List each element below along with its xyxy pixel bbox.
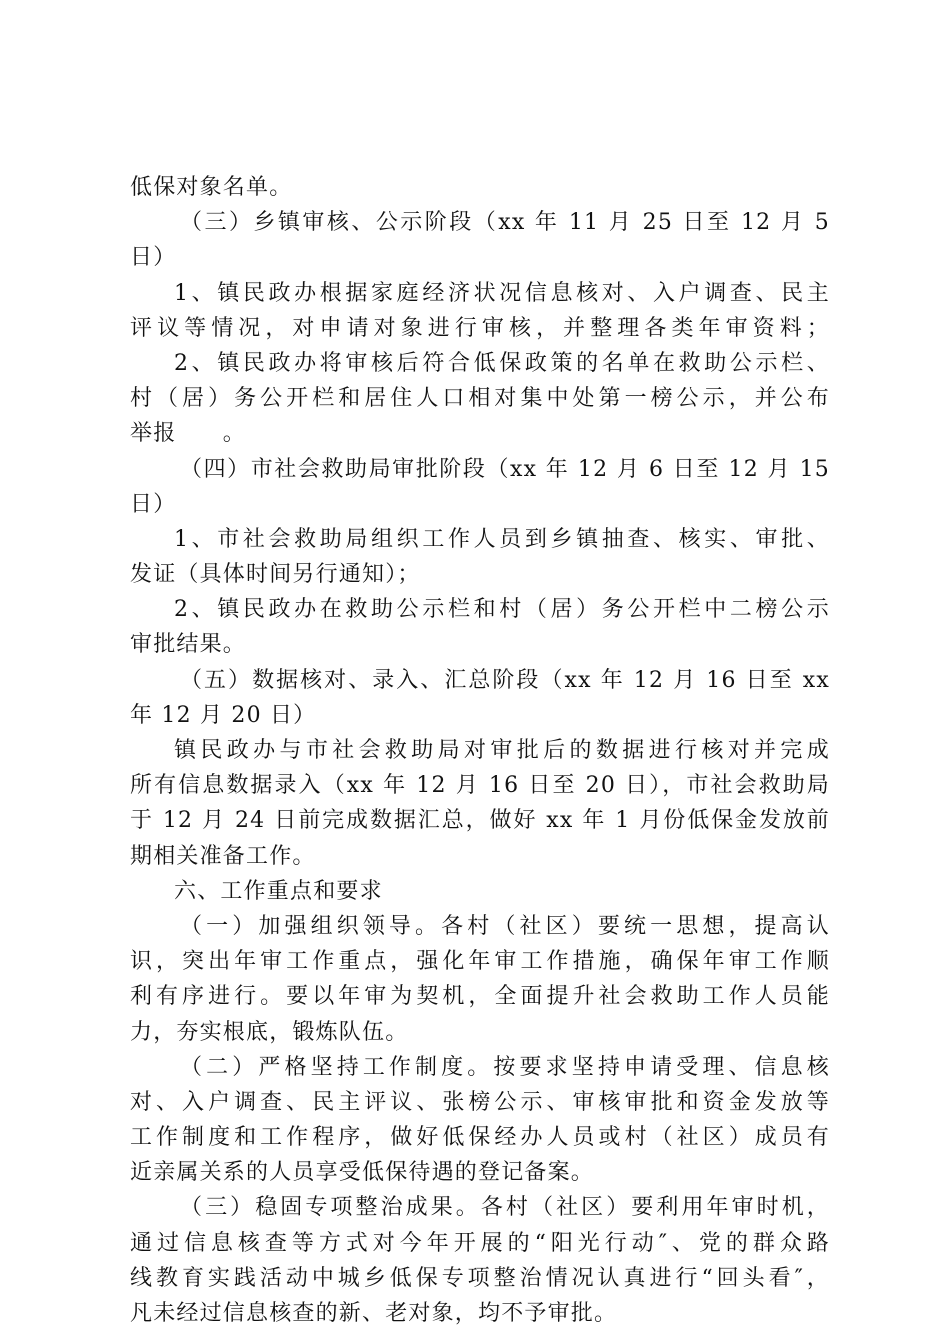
text-line: 力，夯实根底，锻炼队伍。 [130,1019,409,1045]
requirement-2: （二）严格坚持工作制度。按要求坚持申请受理、信息核 [180,1054,830,1080]
section-title-6: 六、工作重点和要求 [174,878,383,904]
text-line: 期相关准备工作。 [130,843,316,869]
text-line: 日） [130,491,177,517]
text-line: 近亲属关系的人员享受低保待遇的登记备案。 [130,1160,595,1186]
paragraph-line: 镇民政办与市社会救助局对审批后的数据进行核对并完成 [174,738,830,763]
text-line: 对、入户调查、民主评议、张榜公示、审核审批和资金发放等 [130,1089,830,1115]
list-item-2: 2、镇民政办将审核后符合低保政策的名单在救助公示栏、 [174,350,830,376]
text-line: 所有信息数据录入（xx 年 12 月 16 日至 20 日），市社会救助局 [130,773,830,799]
text-line: 通过信息核查等方式对今年开展的“阳光行动″、党的群众路 [130,1230,830,1256]
text-line: 凡未经过信息核查的新、老对象，均不予审批。 [130,1301,618,1326]
text-line: 发证（具体时间另行通知）； [130,562,421,588]
text-line: 评议等情况，对申请对象进行审核，并整理各类年审资料； [130,315,830,341]
text-line: 识，突出年审工作重点，强化年审工作措施，确保年审工作顺 [130,949,830,975]
document-body [130,170,830,1331]
list-item-1: 1、镇民政办根据家庭经济状况信息核对、入户调查、民主 [174,280,830,306]
list-item-1: 1、市社会救助局组织工作人员到乡镇抽查、核实、审批、 [174,526,830,552]
text-line: 线教育实践活动中城乡低保专项整治情况认真进行“回头看″， [130,1265,830,1291]
text-line: 年 12 月 20 日） [130,702,317,728]
text-line: 日） [130,245,177,271]
section-heading-3: （三）乡镇审核、公示阶段（xx 年 11 月 25 日至 12 月 5 [180,210,830,236]
list-item-2: 2、镇民政办在救助公示栏和村（居）务公开栏中二榜公示 [174,597,830,623]
text-line: 举报 。 [130,421,247,447]
text-line: 低保对象名单。 [130,175,293,200]
text-line: 利有序进行。要以年审为契机，全面提升社会救助工作人员能 [130,984,830,1010]
text-line: 审批结果。 [130,632,247,658]
text-line: 工作制度和工作程序，做好低保经办人员或村（社区）成员有 [130,1125,830,1151]
text-line: 村（居）务公开栏和居住人口相对集中处第一榜公示，并公布 [130,386,830,412]
requirement-1: （一）加强组织领导。各村（社区）要统一思想，提高认 [180,913,830,939]
section-heading-4: （四）市社会救助局审批阶段（xx 年 12 月 6 日至 12 月 15 [180,456,830,482]
text-line: 于 12 月 24 日前完成数据汇总，做好 xx 年 1 月份低保金发放前 [130,808,830,834]
section-heading-5: （五）数据核对、录入、汇总阶段（xx 年 12 月 16 日至 xx [180,667,830,693]
requirement-3: （三）稳固专项整治成果。各村（社区）要利用年审时机， [180,1195,830,1221]
